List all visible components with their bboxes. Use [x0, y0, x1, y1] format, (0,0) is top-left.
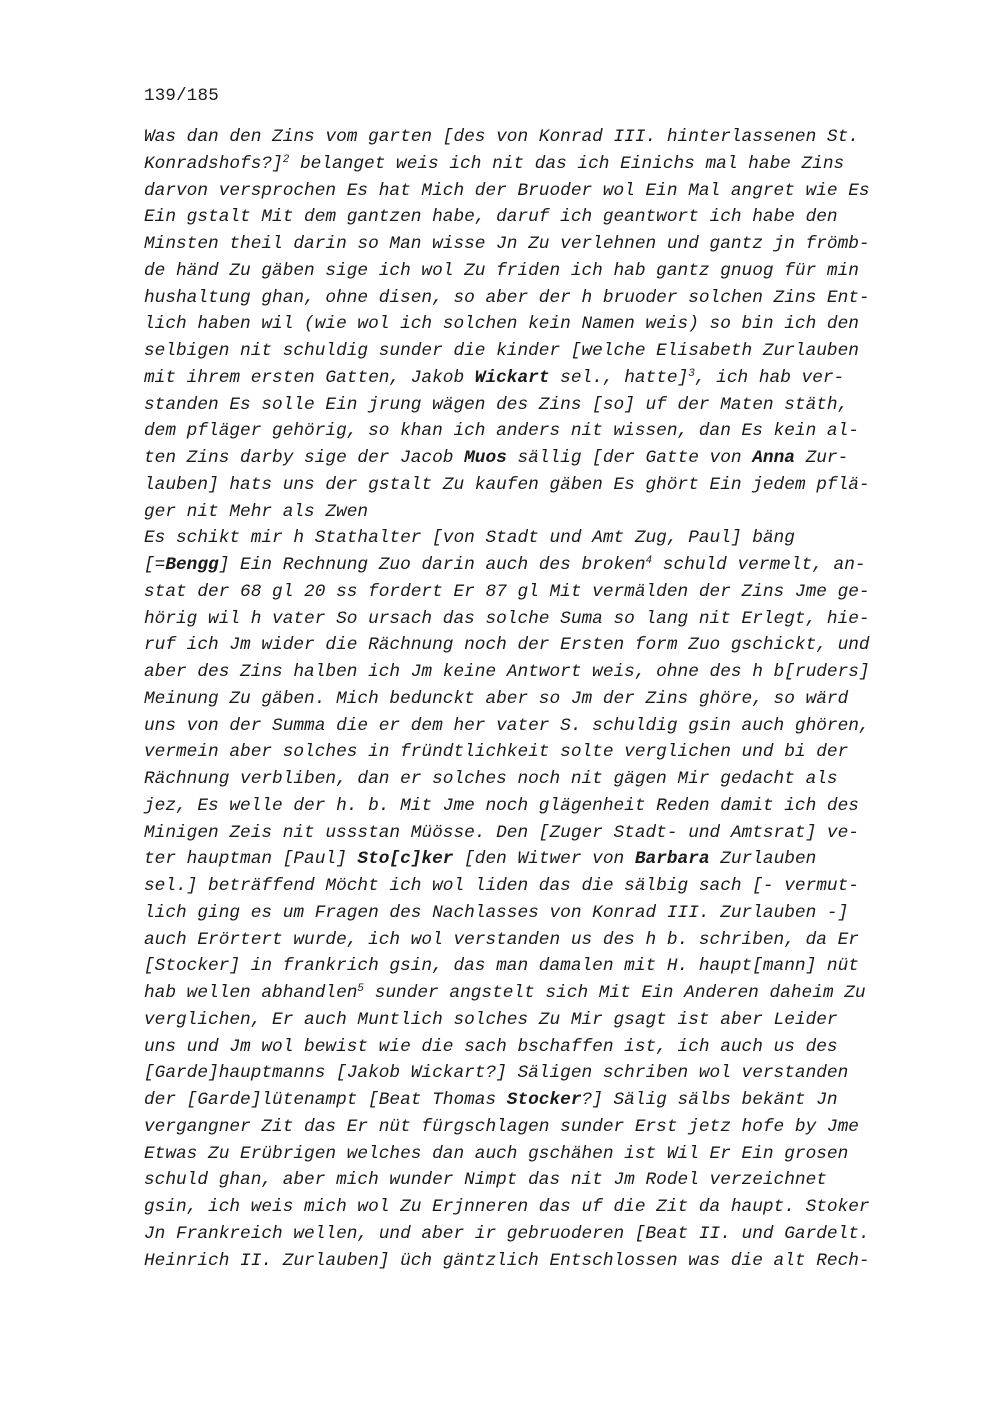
text-line — [144, 980, 914, 1007]
text-segment: Minigen Zeis nit ussstan Müösse. Den [Zuger Stadt- und Amtsrat] ve- — [144, 822, 859, 843]
text-line — [144, 1141, 914, 1168]
text-segment: gsin, ich weis mich wol Zu Erjnneren das uf die Zit da haupt. Stoker — [144, 1197, 870, 1217]
text-line — [144, 1060, 914, 1087]
text-line — [144, 713, 914, 740]
text-segment: [= — [144, 555, 166, 575]
footnote-ref: 5 — [357, 983, 365, 995]
highlighted-name: Anna — [752, 448, 795, 468]
text-segment: Jn Frankreich wellen, und aber ir gebruoderen [Beat II. und Gardelt. — [144, 1223, 870, 1244]
text-segment: belanget weis ich nit das ich Einichs mal habe Zins — [289, 153, 845, 174]
text-segment: Minsten theil darin so Man wisse Jn Zu verlehnen und gantz jn frömb- — [144, 234, 870, 254]
text-line — [144, 927, 914, 954]
text-line — [144, 900, 914, 927]
text-segment: Zur- — [794, 448, 849, 468]
text-line — [144, 552, 914, 579]
text-line — [144, 686, 914, 713]
text-segment: ?] Sälig sälbs bekänt Jn — [581, 1090, 838, 1110]
text-line — [144, 204, 914, 231]
text-segment: hörig wil h vater So ursach das solche Suma so lang nit Erlegt, hie- — [144, 608, 870, 629]
text-line — [144, 606, 914, 633]
text-segment: uns von der Summa die er dem her vater S. schuldig gsin auch ghören, — [144, 715, 870, 736]
text-segment: ruf ich Jm wider die Rächnung noch der Ersten form Zuo gschickt, und — [144, 635, 870, 656]
text-line — [144, 1194, 914, 1221]
text-line — [144, 873, 914, 900]
text-segment: lauben] hats uns der gstalt Zu kaufen gäben Es ghört Ein jedem pflä- — [144, 474, 870, 495]
text-line — [144, 365, 914, 392]
text-segment: auch Erörtert wurde, ich wol verstanden us des h b. schriben, da Er — [144, 929, 859, 950]
text-line — [144, 311, 914, 338]
text-segment: stat der 68 gl 20 ss fordert Er 87 gl Mit vermälden der Zins Jme ge- — [144, 581, 870, 602]
text-segment: de händ Zu gäben sige ich wol Zu friden ich hab gantz gnuog für min — [144, 260, 859, 281]
text-segment: lich ging es um Fragen des Nachlasses von Konrad III. Zurlauben -] — [144, 902, 849, 923]
text-line — [144, 766, 914, 793]
page-number: 139/185 — [144, 86, 219, 106]
highlighted-name: Wickart — [474, 367, 550, 388]
text-segment: mit ihrem ersten Gatten, Jakob — [144, 367, 475, 388]
text-segment: dem pfläger gehörig, so khan ich anders nit wissen, dan Es kein al- — [144, 421, 859, 442]
text-line — [144, 338, 914, 365]
text-segment: ] Ein Rechnung Zuo darin auch des broken — [218, 555, 646, 575]
letter-transcription — [144, 124, 914, 1274]
text-segment: vermein aber solches in fründtlichkeit solte verglichen und bi der — [144, 742, 849, 763]
text-segment: vergangner Zit das Er nüt fürgschlagen sunder Erst jetz hofe by Jme — [144, 1116, 859, 1137]
text-segment: sällig [der Gatte von — [506, 448, 753, 468]
text-segment: ten Zins darby sige der Jacob — [144, 448, 465, 468]
text-segment: [den Witwer von — [453, 849, 635, 870]
text-segment: hushaltung ghan, ohne disen, so aber der h bruoder solchen Zins Ent- — [144, 287, 870, 308]
text-segment: ter hauptman [Paul] — [144, 849, 358, 870]
text-segment: standen Es solle Ein jrung wägen des Zins [so] uf der Maten stäth, — [144, 394, 849, 415]
text-line — [144, 659, 914, 686]
text-line — [144, 1007, 914, 1034]
text-line — [144, 820, 914, 847]
text-line — [144, 178, 914, 205]
text-line — [144, 418, 914, 445]
text-segment: Rächnung verbliben, dan er solches noch nit gägen Mir gedacht als — [144, 769, 838, 789]
text-segment: Etwas Zu Erübrigen welches dan auch gschähen ist Wil Er Ein grosen — [144, 1143, 849, 1164]
text-line — [144, 1221, 914, 1248]
text-segment: ger nit Mehr als Zwen — [144, 501, 369, 522]
text-line — [144, 525, 914, 552]
text-line — [144, 445, 914, 472]
text-line — [144, 285, 914, 312]
text-line — [144, 1087, 914, 1114]
text-line — [144, 231, 914, 258]
text-line — [144, 124, 914, 151]
text-line — [144, 392, 914, 419]
text-segment: schuld ghan, aber mich wunder Nimpt das nit Jm Rodel verzeichnet — [144, 1170, 827, 1191]
text-segment: [Stocker] in frankrich gsin, das man damalen mit H. haupt[mann] nüt — [144, 956, 859, 977]
text-segment: jez, Es welle der h. b. Mit Jme noch glägenheit Reden damit ich des — [144, 795, 859, 816]
text-segment: der [Garde]lütenampt [Beat Thomas — [144, 1090, 507, 1110]
text-segment: lich haben wil (wie wol ich solchen kein Namen weis) so bin ich den — [144, 314, 859, 335]
text-segment: sunder angstelt sich Mit Ein Anderen daheim Zu — [364, 983, 866, 1003]
text-line — [144, 1167, 914, 1194]
text-segment: Ein gstalt Mit dem gantzen habe, daruf ich geantwort ich habe den — [144, 207, 838, 228]
highlighted-name: Muos — [464, 448, 507, 468]
footnote-ref: 2 — [282, 153, 290, 166]
text-segment: schuld vermelt, an- — [652, 555, 866, 575]
footnote-ref: 3 — [688, 367, 695, 380]
text-segment: sel., hatte] — [549, 367, 689, 388]
text-segment: Was dan den Zins vom garten [des von Konrad III. hinterlassenen St. — [144, 127, 859, 147]
text-segment: uns und Jm wol bewist wie die sach bschaffen ist, ich auch us des — [144, 1036, 838, 1057]
text-line — [144, 739, 914, 766]
text-segment: darvon versprochen Es hat Mich der Bruoder wol Ein Mal angret wie Es — [144, 180, 870, 201]
text-line — [144, 1248, 914, 1275]
text-segment: Meinung Zu gäben. Mich bedunckt aber so Jm der Zins ghöre, so wärd — [144, 688, 849, 709]
highlighted-name: Bengg — [165, 555, 219, 575]
text-line — [144, 258, 914, 285]
text-segment: , ich hab ver- — [694, 367, 845, 388]
text-line — [144, 499, 914, 526]
text-line — [144, 151, 914, 178]
text-segment: Heinrich II. Zurlauben] üch gäntzlich Entschlossen was die alt Rech- — [144, 1250, 870, 1271]
highlighted-name: Stocker — [506, 1090, 582, 1110]
text-segment: selbigen nit schuldig sunder die kinder [welche Elisabeth Zurlauben — [144, 341, 859, 361]
text-line — [144, 793, 914, 820]
footnote-ref: 4 — [645, 555, 653, 567]
text-segment: Konradshofs?] — [144, 153, 283, 174]
highlighted-name: Barbara — [634, 849, 710, 870]
text-segment: aber des Zins halben ich Jm keine Antwort weis, ohne des h b[ruders] — [144, 662, 870, 682]
text-segment: [Garde]hauptmanns [Jakob Wickart?] Säligen schriben wol verstanden — [144, 1063, 849, 1084]
text-line — [144, 632, 914, 659]
text-line — [144, 1114, 914, 1141]
text-line — [144, 472, 914, 499]
text-segment: Zurlauben — [709, 849, 817, 870]
text-line — [144, 1034, 914, 1061]
highlighted-name: Sto[c]ker — [357, 849, 454, 870]
text-segment: hab wellen abhandlen — [144, 983, 358, 1003]
text-line — [144, 953, 914, 980]
text-line — [144, 846, 914, 873]
text-segment: Es schikt mir h Stathalter [von Stadt und Amt Zug, Paul] bäng — [144, 528, 795, 549]
text-line — [144, 579, 914, 606]
text-segment: verglichen, Er auch Muntlich solches Zu Mir gsagt ist aber Leider — [144, 1009, 838, 1030]
text-segment: sel.] beträffend Möcht ich wol liden das die sälbig sach [- vermut- — [144, 876, 859, 896]
